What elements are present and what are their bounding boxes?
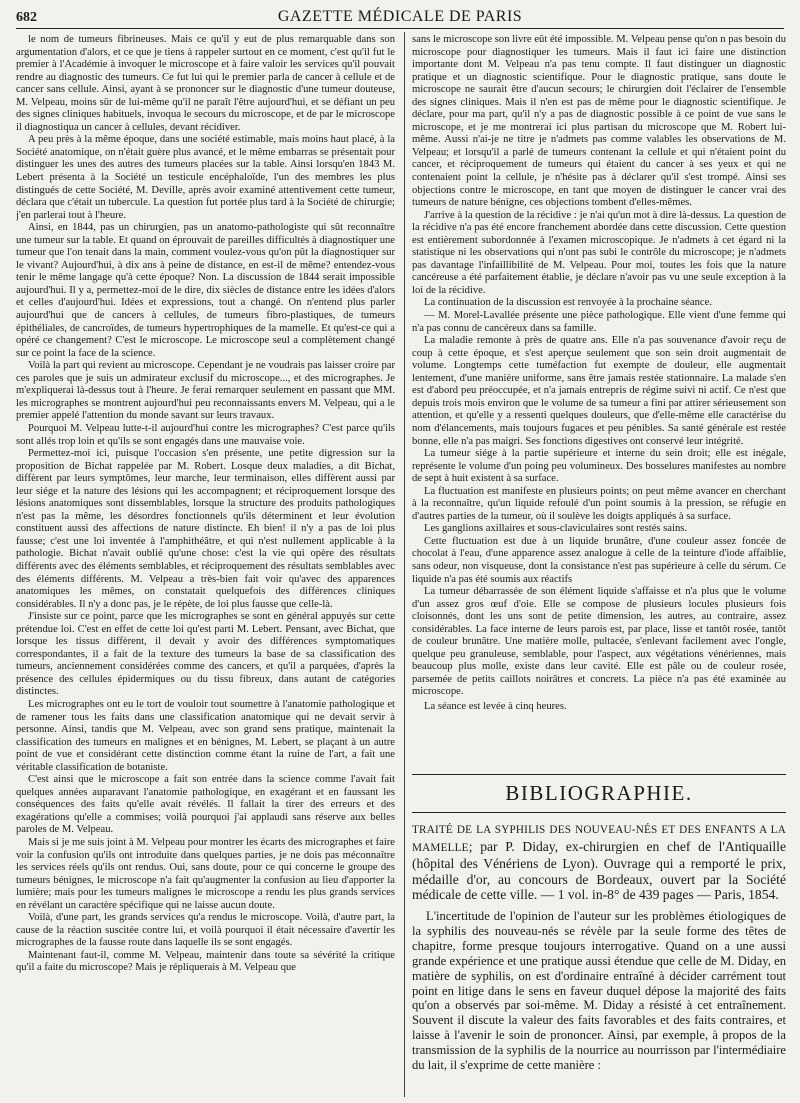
- header-rule: [16, 28, 784, 29]
- paragraph: La tumeur siége à la partie supérieure et interne du sein droit; elle est inégale, représente le volume d'un poing peu volumineux. Des bosselures manifestes au nombre de sept à huit existent à sa surface.: [412, 448, 786, 485]
- paragraph: Permettez-moi ici, puisque l'occasion s'en présente, une petite digression sur la proposition de Bichat rappelée par M. Robert. Losque deux maladies, a dit Bichat, diffèrent par leurs symptômes, leur marche, leur terminaison, elles diffèrent aussi par leur siége et la nature des lésions qui les accompagnent; et réciproquement lorsque des lésions anatomiques sont dissemblables, lorsque la structure des produits pathologiques n'est pas la même, les désordres fonctionnels qu'ils déterminent et leur évolution constituent aussi des affections de nature distincte. Eh bien! il n'y a pas de loi plus fausse; c'est une loi inventée à l'amphithéâtre, et qui n'est nullement applicable à la pathologie. Bichat n'avait oublié qu'une chose: c'est la vie qui opère des résultats différents avec des éléments semblables, et réciproquement des résultats semblables avec des éléments différents. M. Velpeau a très-bien fait voir qu'avec des apparences anatomiques les mêmes, on constatait quelquefois des différences cliniques considérables. Il n'y a donc pas, je le répète, de loi plus fausse que celle-là.: [16, 448, 395, 610]
- paragraph: La tumeur débarrassée de son élément liquide s'affaisse et n'a plus que le volume d'un assez gros œuf d'oie. Elle se compose de plusieurs locules plusieurs fois cloisonnés, dont les uns sont de petite dimension, les autres, au contraire, assez considérables. La face interne de leurs parois est, par place, lisse et tantôt rosée, tantôt de couleur brunâtre. Une matière molle, pultacée, s'enlevant facilement avec l'ongle, quelque peu granuleuse, semblable, pour l'aspect, aux végétations vénériennes, mais beaucoup plus molle, existe dans leur cavité. Elle est pâle ou de couleur rosée, parsemée de petits caillots noirâtres et concrets. La pièce n'a pas été examinée au microscope.: [412, 586, 786, 698]
- paragraph: Ainsi, en 1844, pas un chirurgien, pas un anatomo-pathologiste qui sût reconnaître une tumeur sur la table. Et quand on éprouvait de pareilles difficultés à diagnostiquer une tumeur que l'on tenait dans la main, comment voulez-vous qu'on pût la diagnostiquer sur le vivant? Aujourd'hui, à dix ans à peine de distance, en est-il de même? entendez-vous tenir le même langage qu'à cette époque? Non. La discussion de 1844 serait impossible aujourd'hui. Il y a, permettez-moi de le dire, dix siècles de distance entre les idées d'alors et celles d'aujourd'hui. Idées et expressions, tout a changé. On n'entend plus parler aujourd'hui que de cancers à cellules, de tumeurs fibro-plastiques, de tumeurs épithéliales, de cancroïdes, de tumeurs hypertrophiques de la mamelle. Et qu'est-ce qui a opéré ce changement? C'est le microscope. Le microscope seul a complètement changé sur ce point la face de la science.: [16, 222, 395, 359]
- paragraph: — M. Morel-Lavallée présente une pièce pathologique. Elle vient d'une femme qui n'a pas connu de cancéreux dans sa famille.: [412, 310, 786, 334]
- paragraph: Pourquoi M. Velpeau lutte-t-il aujourd'hui contre les micrographes? C'est parce qu'ils sont allés trop loin et qu'ils se sont engagés dans une mauvaise voie.: [16, 422, 395, 447]
- running-header: [16, 4, 784, 26]
- paragraph: Maintenant faut-il, comme M. Velpeau, maintenir dans toute sa sévérité la critique qu'il a faite du microscope? Mais je répliquerais à M. Velpeau que: [16, 949, 395, 974]
- paragraph: La fluctuation est manifeste en plusieurs points; on peut même avancer en cherchant à la reconnaître, qu'un liquide refoulé d'un point soumis à la pression, se réfugie en d'autres parties de la tumeur, où il soulève les doigts appliqués à sa surface.: [412, 485, 786, 522]
- paragraph: Les ganglions axillaires et sous-claviculaires sont restés sains.: [424, 523, 688, 535]
- column-divider: [404, 32, 405, 1097]
- book-details: ; par P. Diday, ex-chirurgien en chef de l'Antiquaille (hôpital des Vénériens de Lyon). Ouvrage qui a remporté le prix, médaille d'or, au concours de Bordeaux, ouvert par la Société médicale de cette ville. — 1 vol. in-8° de 439 pages — Paris, 1854.: [412, 838, 786, 903]
- paragraph: J'insiste sur ce point, parce que les micrographes se sont en général appuyés sur cette prétendue loi. C'est en effet de cette loi qu'est parti M. Lebert. Pensant, avec Bichat, que lorsque les tissus diffèrent, il devait y avoir des différences symptomatiques correspondantes, il a fait de la texture des tumeurs la base de sa classification des tumeurs, anciennement considérées comme des cancers, et qu'il a parquées, d'après la présence des cellules épidermiques ou du tissu fibreux, dans autant de catégories distinctes.: [16, 611, 395, 698]
- bibliography-section: [412, 774, 786, 1099]
- paragraph: le nom de tumeurs fibrineuses. Mais ce qu'il y eut de plus remarquable dans son argumentation d'alors, et ce que je tiens à rappeler surtout en ce moment, c'est qu'il fut le premier à l'Académie à invoquer le microscope et à faire valoir les services qu'il pouvait rendre au diagnostic des tumeurs. Ce fut lui qui le premier parla de cancer à cellule et de cancer sans cellule. Ainsi, ayant à se prononcer sur le diagnostic d'une tumeur douteuse, M. Velpeau, moins sûr de lui-même qu'il ne paraît l'être aujourd'hui, et se défiant un peu des signes cliniques habituels, invoqua le secours du microscope, et de par le microscope il diagnostiqua un cancer à cellules, devant récidiver.: [16, 34, 395, 133]
- book-reference: [412, 821, 786, 903]
- paragraph: sans le microscope son livre eût été impossible. M. Velpeau pense qu'on n pas besoin du microscope pour diagnostiquer les tumeurs. Mais il faut ici faire une distinction importante dont M. Velpeau n'a pas tenu compte. Il faut distinguer un diagnostic pratique et un diagnostic scientifique. Pour le diagnostic pratique, sans doute le microscope ne saurait être d'aucun secours; le chirurgien doit l'éclairer de l'ensemble des signes cliniques. Mais il n'en est pas de même pour le diagnostic scientifique. Je déclare, pour ma part, qu'il n'y a pas de diagnostic possible à ce point de vue sans le microscope, et je me montrerai ici plus partisan du microscope que M. Robert lui-même. Aussi n'ai-je ne titre je n'admets pas comme valables les observations de M. Velpeau; et lorsqu'il a parlé de tumeurs contenant la cellule et qui n'étaient point du cancer, et réciproquement de tumeurs qui étaient du cancer à ses yeux et qui ne contenaient point la cellule, je n'hésite pas à déclarer qu'il s'est trompé. Ainsi ses objections contre le microscope, en tant que moyen de distinguer le cancer vrai des tumeurs de nature bénigne, ces objections tombent d'elles-mêmes.: [412, 34, 786, 209]
- left-column: [16, 34, 395, 1099]
- bibliography-heading: BIBLIOGRAPHIE.: [412, 774, 786, 813]
- paragraph: C'est ainsi que le microscope a fait son entrée dans la science comme l'avait fait quelques années auparavant l'anatomie pathologique, en exagérant et en faussant les conséquences des faits qu'elle avait révélés. Il fallait la tirer des erreurs et des exagérations qu'elle a commises; voilà pourquoi j'ai applaudi sans réserve aux belles paroles de M. Velpeau.: [16, 774, 395, 836]
- right-column: [412, 34, 786, 771]
- page-number: 682: [16, 10, 37, 25]
- paragraph: La maladie remonte à près de quatre ans. Elle n'a pas souvenance d'avoir reçu de coup à cette époque, et s'est aperçue seulement que son sein droit augmentait de volume. Longtemps cette tuméfaction fut exempte de douleur, elle augmentait lentement, d'une manière uniforme, sans être jamais restée stationnaire. La malade s'en est d'abord peu préoccupée, et n'a jamais entrepris de régime suivi ni actif. Ce n'est que depuis trois mois environ que le volume de sa tumeur a fini par attirer sérieusement son attention, et qu'elle y a ressenti quelques douleurs, que d'elle-même elle caractérise du nom d'élancements, mais toujours fugaces et peu pénibles. Sa santé générale est restée bonne, elle n'a pas maigri. Ses fonctions digestives ont conservé leur intégrité.: [412, 335, 786, 447]
- paragraph: Voilà, d'une part, les grands services qu'a rendus le microscope. Voilà, d'autre part, la cause de la réaction suscitée contre lui, et voilà pourquoi il était nécessaire d'avertir les micrographes de la fausse route dans laquelle ils se sont engagés.: [16, 912, 395, 949]
- book-title: TRAITÉ DE LA SYPHILIS DES NOUVEAU-NÉS ET DES ENFANTS A LA MAMELLE: [412, 824, 786, 854]
- review-text: L'incertitude de l'opinion de l'auteur sur les problèmes étiologiques de la syphilis des nouveau-nés se révèle par la seule forme des têtes de chapitre, forme presque toujours interrogative. Quand on a une aussi grande expérience et une pratique aussi étendue que celle de M. Diday, en matière de syphilis, on est d'ordinaire entraîné à décider carrément tout point en litige dans le sens en faveur duquel dépose la majorité des faits qu'on a observés par soi-même. M. Diday a résisté à cet entraînement. Souvent il discute la valeur des faits favorables et des faits contraires, et laisse à l'avenir le soin de prononcer. Ainsi, par exemple, à propos de la transmission de la syphilis de la nourrice au nourrisson par l'intermédiaire du lait, il s'exprime de cette manière :: [412, 908, 786, 1073]
- paragraph: Cette fluctuation est due à un liquide brunâtre, d'une couleur assez foncée de chocolat à l'eau, d'une apparence assez analogue à celle de la teinture d'iode affaiblie, sans odeur, non visqueuse, dont la consistance n'est pas supérieure à celle du sérum. Ce liquide n'a pas été soumis aux réactifs: [412, 535, 786, 585]
- paragraph: Mais si je me suis joint à M. Velpeau pour montrer les écarts des micrographes et faire voir la confusion qu'ils ont introduite dans quelques parties, je ne dois pas méconnaître les services réels qu'ils ont rendus. Oui, sans doute, pour ce qui concerne le groupe des tumeurs bénignes, le microscope n'a fait qu'augmenter la confusion au lieu d'apporter la lumière; mais pour les tumeurs malignes le microscope a rendu les plus grands services en révélant un caractère spécifique qui ne laisse aucun doute.: [16, 837, 395, 911]
- closing-line: La séance est levée à cinq heures.: [424, 700, 567, 712]
- journal-title: GAZETTE MÉDICALE DE PARIS: [277, 8, 523, 25]
- paragraph: Voilà la part qui revient au microscope. Cependant je ne voudrais pas laisser croire par ces paroles que je suis un admirateur exclusif du microscope..., et des micrographes. Je m'expliquerai là-dessus tout à l'heure. Je ferai remarquer seulement en passant que MM. les micrographes se montrent aujourd'hui peu reconnaissants envers M. Velpeau, qui a le premier appelé l'attention du monde savant sur leurs travaux.: [16, 360, 395, 422]
- paragraph: J'arrive à la question de la récidive : je n'ai qu'un mot à dire là-dessus. La question de la récidive n'a pas été encore franchement abordée dans cette discussion. Cette question est entièrement subordonnée à l'examen microscopique. Je n'admets à cet égard ni la statistique ni les observations qui n'ont pas subi le contrôle du microscope; je n'admets pas davantage l'infaillibilité de M. Velpeau. Pour moi, toutes les fois que la nature cancéreuse a été parfaitement établie, je déclare n'avoir pas vu une seule exception à la loi de la récidive.: [412, 209, 786, 296]
- paragraph: La continuation de la discussion est renvoyée à la prochaine séance.: [424, 297, 712, 309]
- paragraph: Les micrographes ont eu le tort de vouloir tout soumettre à l'anatomie pathologique et de ramener tous les faits dans une classification anatomique qui ne devait servir à personne. Ainsi, tandis que M. Velpeau, avec son grand sens pratique, maintenait la classification des tumeurs en malignes et en bénignes, M. Lebert, se plaçant à un autre point de vue et considérant cette distinction comme étant la ruine de l'art, a fait une véritable classification de botaniste.: [16, 698, 395, 773]
- paragraph: A peu près à la même époque, dans une société estimable, mais moins haut placé, à la Société anatomique, on n'était guère plus avancé, et le même embarras se présentait pour distinguer les unes des autres des tumeurs placées sur la table. Ainsi lorsqu'en 1843 M. Lebert présenta à la Société un testicule encéphaloïde, l'un des membres les plus distingués de cette Société, M. Deville, après avoir examiné attentivement cette tumeur, déclara que c'était un tubercule. La question fut portée plus tard à la Société de chirurgie; j'en parlerai tout à l'heure.: [16, 134, 395, 221]
